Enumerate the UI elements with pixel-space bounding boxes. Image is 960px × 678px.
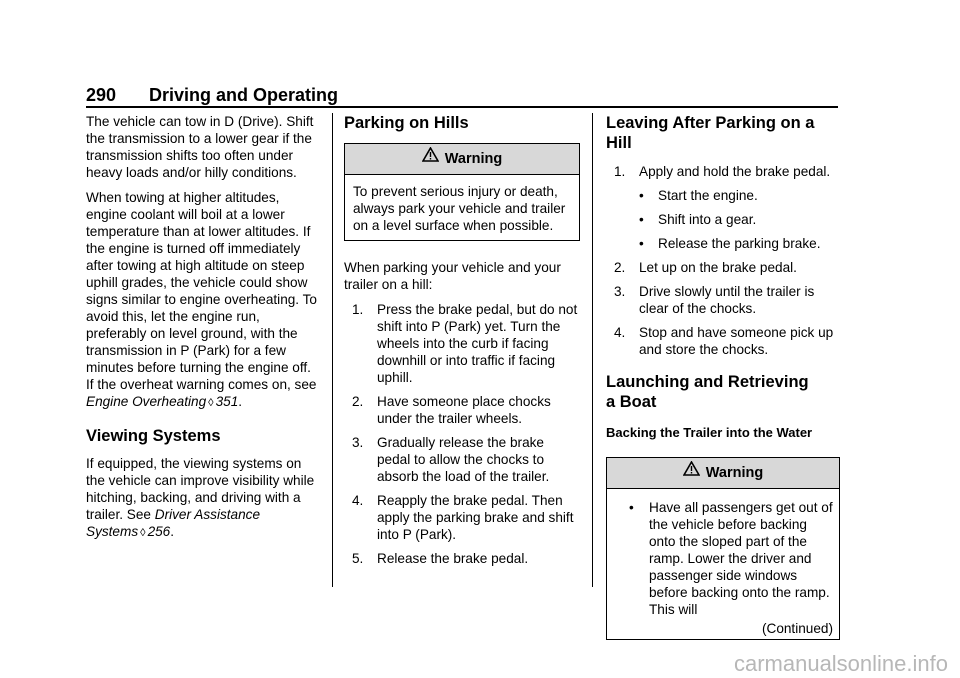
launching-boat-heading: Launching and Retrieving a Boat bbox=[606, 373, 809, 411]
header-rule bbox=[86, 106, 838, 108]
leaving-steps-list bbox=[606, 163, 840, 358]
driver-assistance-link[interactable]: Driver Assistance Systems bbox=[86, 507, 261, 539]
warning-triangle-icon bbox=[683, 457, 700, 487]
engine-overheating-link[interactable]: Engine Overheating bbox=[86, 394, 207, 409]
leaving-after-parking-heading: Leaving After Parking on a Hill bbox=[606, 114, 815, 152]
list-item: 1. Press the brake pedal, but do not shift into P (Park) yet. Turn the wheels into the curb if facing downhill or into traffic if facing uphill. bbox=[352, 302, 578, 385]
parking-on-hills-heading: Parking on Hills bbox=[344, 114, 469, 132]
list-item: • Release the parking brake. bbox=[639, 236, 821, 251]
watermark: carmanualsonline.info bbox=[733, 651, 948, 676]
list-item: 4. Reapply the brake pedal. Then apply the parking brake and shift into P (Park). bbox=[352, 493, 574, 542]
page-number: 290 bbox=[86, 85, 117, 105]
engine-overheating-page[interactable]: 351 bbox=[215, 394, 239, 409]
backing-trailer-subheading: Backing the Trailer into the Water bbox=[606, 425, 813, 440]
warning-box bbox=[606, 457, 840, 640]
list-item: • Have all passengers get out of the vehicle before backing onto the sloped part of the ramp. Lower the driver and passenger side windows before backing onto the ramp. This will bbox=[629, 500, 833, 617]
section-title: Driving and Operating bbox=[149, 85, 339, 105]
parking-steps-list bbox=[344, 301, 580, 567]
list-item: • Shift into a gear. bbox=[639, 212, 757, 227]
parking-intro: When parking your vehicle and your trailer on a hill: bbox=[344, 260, 561, 292]
list-item: 5. Release the brake pedal. bbox=[352, 551, 529, 566]
list-item: 4. Stop and have someone pick up and store the chocks. bbox=[614, 325, 834, 357]
warning-triangle-icon bbox=[422, 143, 439, 173]
column-2 bbox=[344, 113, 580, 574]
list-item: 3. Gradually release the brake pedal to allow the chocks to absorb the load of the trailer. bbox=[352, 435, 550, 484]
list-item: 2. Let up on the brake pedal. bbox=[614, 260, 797, 275]
warning-header bbox=[345, 144, 579, 175]
viewing-systems-paragraph: If equipped, the viewing systems on the vehicle can improve visibility while hitching, backing, and driving with a trailer. See Driver Assistance Systems ◊ 256. bbox=[86, 456, 315, 539]
page-ref-icon: ◊ bbox=[208, 397, 214, 409]
warning-box bbox=[344, 143, 580, 241]
warning-header bbox=[607, 458, 839, 489]
warning-body bbox=[607, 489, 839, 639]
warning-text: To prevent serious injury or death, always park your vehicle and trailer on a level surface when possible. bbox=[353, 184, 566, 233]
continued-label: (Continued) bbox=[761, 621, 833, 636]
list-item: • Start the engine. bbox=[639, 188, 758, 203]
column-divider-2 bbox=[592, 113, 593, 587]
column-3 bbox=[606, 113, 840, 651]
column-divider-1 bbox=[332, 113, 333, 587]
warning-label: Warning bbox=[705, 465, 764, 481]
list-item: 2. Have someone place chocks under the trailer wheels. bbox=[352, 394, 551, 426]
page-ref-icon: ◊ bbox=[140, 527, 146, 539]
page-header bbox=[86, 84, 838, 106]
altitude-paragraph: When towing at higher altitudes, engine coolant will boil at a lower temperature than at lower altitudes. If the engine is turned off immediately after towing at high altitude on steep uphill grades, the vehicle could show signs similar to engine overheating. To avoid this, let the engine run, preferably on level ground, with the transmission in P (Park) for a few minutes before turning the engine off. If the overheat warning comes on, see Engine Overheating ◊ 351. bbox=[86, 190, 317, 409]
list-item: 3. Drive slowly until the trailer is clear of the chocks. bbox=[614, 284, 815, 316]
column-1 bbox=[86, 113, 322, 550]
towing-gear-paragraph: The vehicle can tow in D (Drive). Shift the transmission to a lower gear if the transmission shifts too often under heavy loads and/or hilly conditions. bbox=[86, 114, 314, 180]
driver-assistance-page[interactable]: 256 bbox=[147, 524, 171, 539]
viewing-systems-heading: Viewing Systems bbox=[86, 427, 221, 445]
list-item: 1. Apply and hold the brake pedal. bbox=[614, 164, 831, 179]
warning-label: Warning bbox=[444, 151, 503, 167]
